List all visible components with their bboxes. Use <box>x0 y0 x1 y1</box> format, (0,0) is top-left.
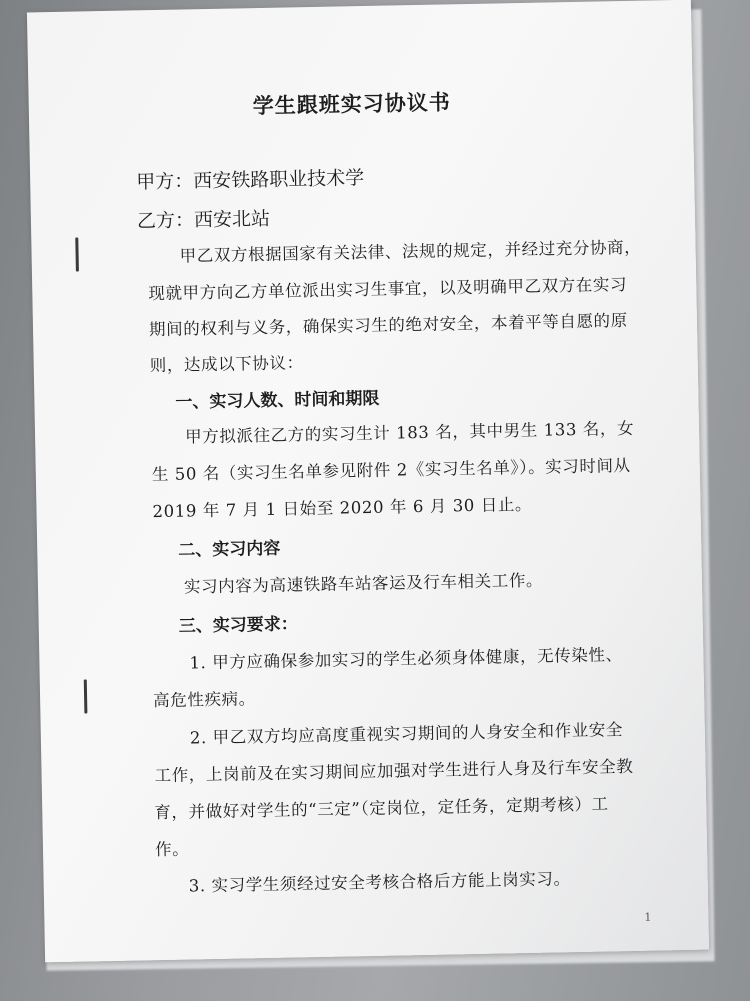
requirement-2-line-4: 作。 <box>154 839 190 860</box>
section-2-title: 二、实习内容 <box>178 538 281 561</box>
document-title: 学生跟班实习协议书 <box>252 89 451 119</box>
document-page <box>27 0 709 962</box>
requirement-1-line-2: 高危性疾病。 <box>152 689 256 711</box>
binding-staple-bottom <box>84 679 88 713</box>
intro-line-1: 甲乙双方根据国家有关法律、法规的规定，并经过充分协商， <box>179 237 642 266</box>
section-1-title: 一、实习人数、时间和期限 <box>175 388 380 413</box>
section-1-line-3: 2019 年 7 月 1 日始至 2020 年 6 月 30 日止。 <box>152 494 533 522</box>
requirement-2-line-3: 育，并做好对学生的“三定”（定岗位，定任务，定期考核）工 <box>154 794 609 823</box>
page-number: 1 <box>644 910 652 924</box>
intro-line-4: 则，达成以下协议： <box>149 353 304 376</box>
party-a-line: 甲方：西安铁路职业技术学 <box>136 167 365 194</box>
intro-line-3: 期间的权利与义务，确保实习生的绝对安全，本着平等自愿的原 <box>148 310 628 340</box>
section-1-line-2: 生 50 名（实习生名单参见附件 2《实习生名单》）。实习时间从 <box>151 455 631 485</box>
binding-staple-top <box>75 238 79 272</box>
section-1-line-1: 甲方拟派往乙方的实习生计 183 名，其中男生 133 名，女 <box>184 418 635 447</box>
section-3-title: 三、实习要求： <box>178 614 298 637</box>
requirement-1-line-1: 1. 甲方应确保参加实习的学生必须身体健康，无传染性、 <box>189 645 623 673</box>
intro-line-2: 现就甲方向乙方单位派出实习生事宜，以及明确甲乙双方在实习 <box>148 274 628 304</box>
requirement-2-line-1: 2. 甲乙双方均应高度重视实习期间的人身安全和作业安全 <box>189 720 624 748</box>
party-b-line: 乙方：西安北站 <box>136 207 271 233</box>
requirement-2-line-2: 工作，上岗前及在实习期间应加强对学生进行人身及行车安全教 <box>154 756 634 786</box>
section-2-line: 实习内容为高速铁路车站客运及行车相关工作。 <box>183 570 544 597</box>
requirement-3-line: 3. 实习学生须经过安全考核合格后方能上岗实习。 <box>188 869 571 896</box>
